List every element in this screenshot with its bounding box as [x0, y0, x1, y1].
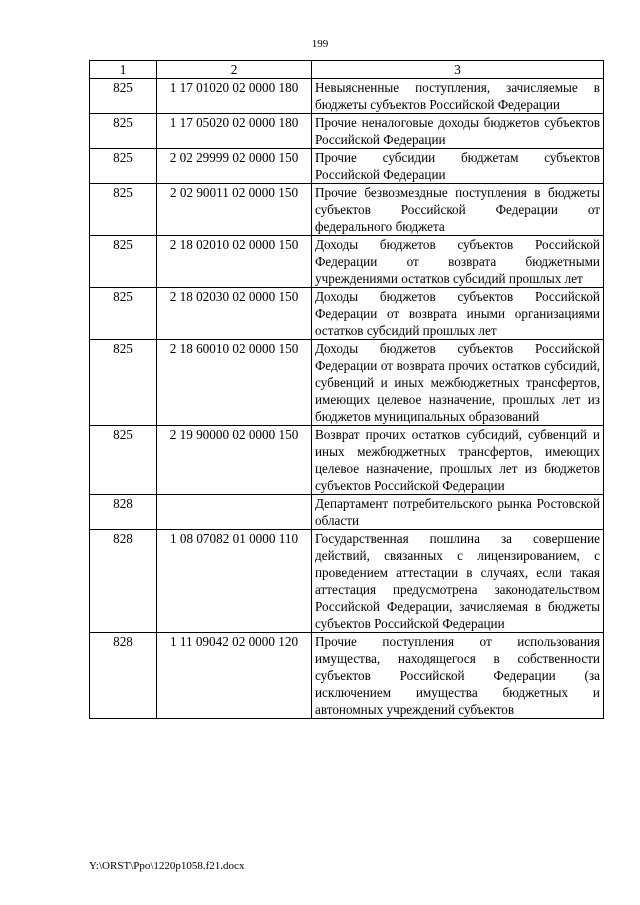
- budget-classification-code-cell: 1 11 09042 02 0000 120: [157, 633, 312, 719]
- budget-classification-code-cell: 2 02 29999 02 0000 150: [157, 149, 312, 184]
- revenue-name-cell: Прочие безвозмездные поступления в бюджеты субъектов Российской Федерации от федерального бюджета: [312, 184, 604, 236]
- revenue-name-cell: Возврат прочих остатков субсидий, субвенций и иных межбюджетных трансфертов, имеющих целевое назначение, прошлых лет из бюджетов субъектов Российской Федерации: [312, 426, 604, 495]
- table-row: [90, 184, 604, 236]
- table-row: [90, 495, 604, 530]
- administrator-code-cell: 828: [90, 495, 157, 530]
- table-row: [90, 149, 604, 184]
- budget-classification-code-cell: 2 18 60010 02 0000 150: [157, 340, 312, 426]
- administrator-code-cell: 828: [90, 530, 157, 633]
- page-number: 199: [311, 38, 329, 50]
- footer-file-path: Y:\ORST\Ppo\1220p1058.f21.docx: [89, 860, 245, 872]
- budget-classification-code-cell: 1 08 07082 01 0000 110: [157, 530, 312, 633]
- table-body: [90, 79, 604, 719]
- revenue-name-cell: Доходы бюджетов субъектов Российской Федерации от возврата бюджетными учреждениями остатков субсидий прошлых лет: [312, 236, 604, 288]
- table-row: [90, 288, 604, 340]
- administrator-code-cell: 825: [90, 426, 157, 495]
- administrator-code-cell: 825: [90, 288, 157, 340]
- budget-classification-code-cell: 2 18 02010 02 0000 150: [157, 236, 312, 288]
- revenue-name-cell: Департамент потребительского рынка Ростовской области: [312, 495, 604, 530]
- budget-classification-code-cell: 2 18 02030 02 0000 150: [157, 288, 312, 340]
- administrator-code-cell: 828: [90, 633, 157, 719]
- revenue-name-cell: Невыясненные поступления, зачисляемые в бюджеты субъектов Российской Федерации: [312, 79, 604, 114]
- column-header-1: 1: [90, 61, 157, 79]
- table-header-row: [90, 61, 604, 79]
- table-row: [90, 426, 604, 495]
- table-row: [90, 236, 604, 288]
- budget-classification-code-cell: 2 02 90011 02 0000 150: [157, 184, 312, 236]
- table-row: [90, 530, 604, 633]
- administrator-code-cell: 825: [90, 149, 157, 184]
- administrator-code-cell: 825: [90, 340, 157, 426]
- budget-classification-code-cell: 1 17 01020 02 0000 180: [157, 79, 312, 114]
- budget-classification-code-cell: 1 17 05020 02 0000 180: [157, 114, 312, 149]
- revenue-name-cell: Доходы бюджетов субъектов Российской Федерации от возврата прочих остатков субсидий, субвенций и иных межбюджетных трансфертов, имеющих целевое назначение, прошлых лет из бюджетов муниципальных образований: [312, 340, 604, 426]
- table-row: [90, 633, 604, 719]
- revenue-name-cell: Прочие поступления от использования имущества, находящегося в собственности субъектов Российской Федерации (за исключением имущества бюджетных и автономных учреждений субъектов: [312, 633, 604, 719]
- table-row: [90, 340, 604, 426]
- column-header-2: 2: [157, 61, 312, 79]
- revenue-name-cell: Прочие субсидии бюджетам субъектов Российской Федерации: [312, 149, 604, 184]
- table-row: [90, 79, 604, 114]
- table-row: [90, 114, 604, 149]
- revenue-name-cell: Государственная пошлина за совершение действий, связанных с лицензированием, с проведением аттестации в случаях, если такая аттестация предусмотрена законодательством Российской Федерации, зачисляемая в бюджеты субъектов Российской Федерации: [312, 530, 604, 633]
- administrator-code-cell: 825: [90, 79, 157, 114]
- administrator-code-cell: 825: [90, 114, 157, 149]
- column-header-3: 3: [312, 61, 604, 79]
- revenue-classification-table: [89, 60, 604, 719]
- budget-classification-code-cell: [157, 495, 312, 530]
- revenue-name-cell: Прочие неналоговые доходы бюджетов субъектов Российской Федерации: [312, 114, 604, 149]
- budget-classification-code-cell: 2 19 90000 02 0000 150: [157, 426, 312, 495]
- revenue-name-cell: Доходы бюджетов субъектов Российской Федерации от возврата иными организациями остатков субсидий прошлых лет: [312, 288, 604, 340]
- administrator-code-cell: 825: [90, 184, 157, 236]
- administrator-code-cell: 825: [90, 236, 157, 288]
